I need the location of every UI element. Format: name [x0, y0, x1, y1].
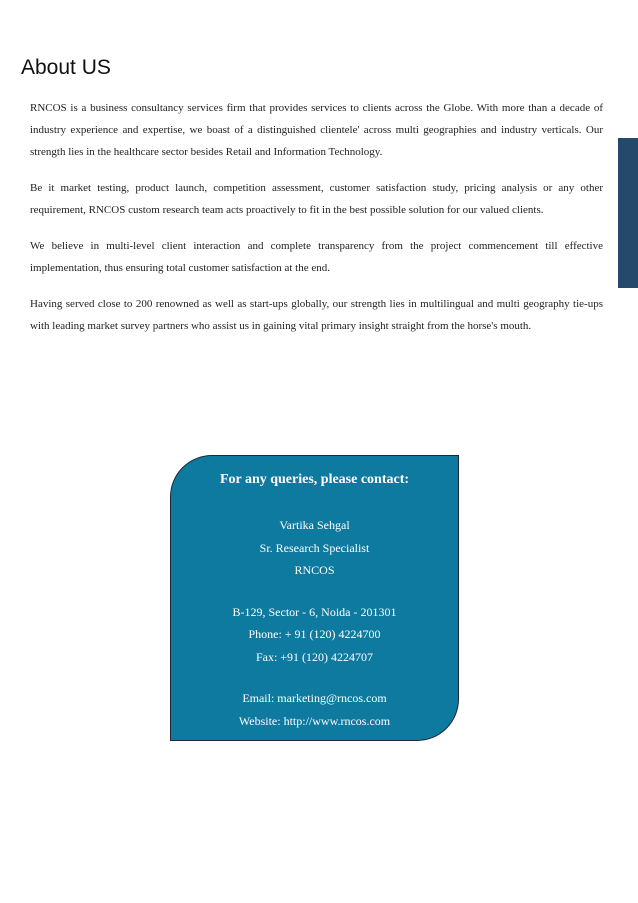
contact-box: [170, 455, 459, 741]
contact-role: Sr. Research Specialist: [259, 540, 370, 555]
paragraph-global: Having served close to 200 renowned as well as start-ups globally, our strength lies in multilingual and multi geography tie-ups with leading market survey partners who assist us in gaining vital primary insight straight from the horse's mouth.: [30, 298, 603, 332]
paragraph-intro: RNCOS is a business consultancy services firm that provides services to clients across the Globe. With more than a decade of industry experience and expertise, we boast of a distinguished clientele' across multi geographies and industry verticals. Our strength lies in the healthcare sector besides Retail and Information Technology.: [30, 102, 603, 158]
contact-phone: Phone: + 91 (120) 4224700: [248, 627, 381, 641]
contact-website[interactable]: Website: http://www.rncos.com: [238, 713, 391, 728]
side-tab: [618, 138, 638, 288]
contact-details: [171, 514, 458, 732]
paragraph-services: Be it market testing, product launch, competition assessment, customer satisfaction study, pricing analysis or any other requirement, RNCOS custom research team acts proactively to fit in the best possible solution for our valued clients.: [30, 182, 603, 216]
page-title: About US: [21, 56, 111, 79]
contact-email[interactable]: Email: marketing@rncos.com: [242, 691, 387, 705]
contact-company: RNCOS: [294, 563, 335, 577]
paragraph-interaction: We believe in multi-level client interaction and complete transparency from the project commencement till effective implementation, thus ensuring total customer satisfaction at the end.: [30, 240, 603, 274]
contact-address: B-129, Sector - 6, Noida - 201301: [232, 604, 397, 619]
contact-name: Vartika Sehgal: [279, 518, 350, 532]
contact-fax: Fax: +91 (120) 4224707: [255, 649, 374, 664]
contact-heading: For any queries, please contact:: [219, 472, 410, 487]
about-body: [30, 97, 603, 351]
